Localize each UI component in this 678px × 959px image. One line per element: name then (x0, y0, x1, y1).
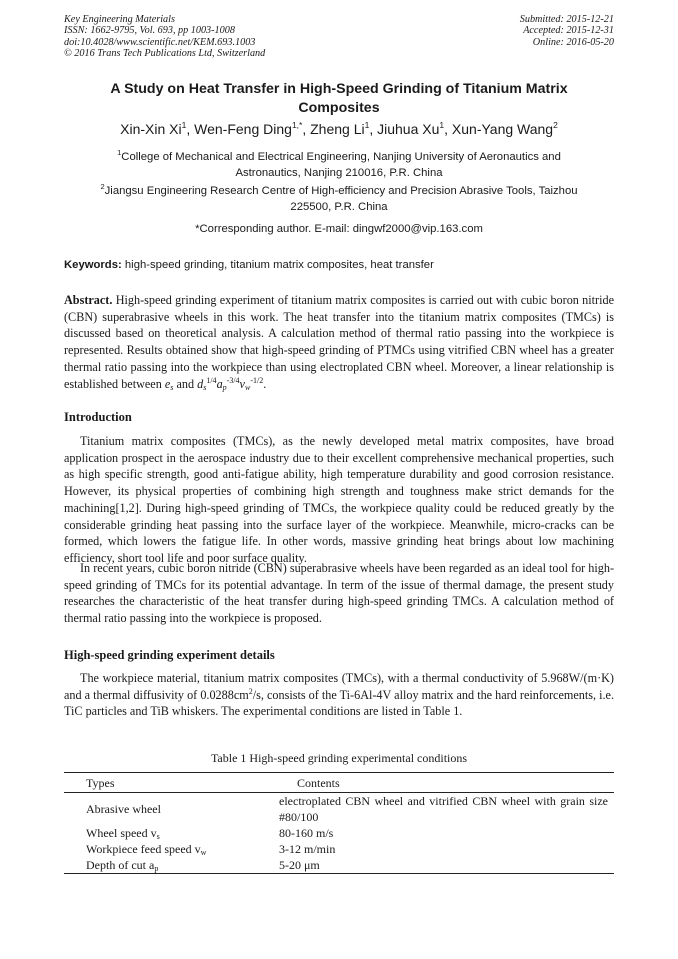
author: Xin-Xin Xi$^1$, (120, 120, 195, 137)
table-caption: Table 1 High-speed grinding experimental conditions (210, 751, 468, 765)
table-row (64, 857, 614, 874)
affiliation-2: $^2$Jiangsu Engineering Research Centre of High-efficiency and Precision Abrasive Tools, Taizhou 225500, P.R. China (100, 182, 578, 213)
copyright-line: © 2016 Trans Tech Publications Ltd, Switzerland (64, 48, 266, 60)
table-cell-type: Wheel speed $v_s$ (86, 826, 160, 841)
author: Xun-Yang Wang$^2$ (451, 120, 558, 137)
submitted-date: Submitted: 2015-12-21 (519, 14, 614, 25)
keywords (64, 257, 614, 273)
table-cell-type: Depth of cut $a_p$ (86, 858, 159, 873)
table-row (64, 825, 614, 841)
title-line-1: A Study on Heat Transfer in High-Speed Grinding of Titanium Matrix (110, 81, 568, 97)
table-cell-content: 5-20 μm (279, 858, 320, 872)
table-cell-content: 80-160 m/s (279, 826, 334, 840)
journal-name: Key Engineering Materials (64, 14, 175, 25)
table-row (64, 841, 614, 857)
issn-line: ISSN: 1662-9795, Vol. 693, pp 1003-1008 (64, 25, 235, 37)
table-cell-content: 3-12 m/min (279, 842, 336, 856)
introduction-paragraph-2: In recent years, cubic boron nitride (CBN) superabrasive wheels have been regarded as an ideal tool for high-speed grinding of TMCs for its potential advantage. In term of the issue of thermal damage, the present study researches the characteristic of the heat transfer during high-speed grinding TMCs. A calculation method of thermal ratio passing into the workpiece is proposed. (64, 561, 615, 626)
online-date: Online: 2016-05-20 (532, 36, 614, 48)
accepted-date: Accepted: 2015-12-31 (523, 25, 614, 37)
table-cell-content: electroplated CBN wheel and vitrified CBN wheel with grain size #80/100 (279, 794, 608, 824)
table-header-cell: Contents (297, 775, 340, 790)
corresponding-author: *Corresponding author. E-mail: dingwf2000@vip.163.com (195, 223, 483, 235)
experiment-paragraph-1: The workpiece material, titanium matrix composites (TMCs), with a thermal conductivity of 5.968W/(m·K) and a thermal diffusivity of $0.0288cm^2/s$, consists of the Ti-6Al-4V alloy matrix and the hard reinforcements, i.e. TiC particles and TiB whiskers. The experimental conditions are listed in Table 1. (64, 671, 614, 719)
section-heading-experiment: High-speed grinding experiment details (64, 648, 275, 662)
table-row (64, 793, 614, 826)
author: Wen-Feng Ding$^{1,*}$, (194, 120, 311, 137)
abstract-label: Abstract. (64, 293, 113, 307)
introduction-paragraph-1: Titanium matrix composites (TMCs), as the newly developed metal matrix composites, have broad application prospect in the aerospace industry due to their excellent comprehensive mechanical properties, such as high specific strength, good anti-fatigue ability, high temperature durability and good corrosion resistance. However, its physical properties of combining high strength and toughness make strict demands for the machining[1,2]. During high-speed grinding of TMCs, the workpiece quality could be reduced greatly by the considerable grinding heat passing into the surface layer of the workpiece. Meanwhile, micro-cracks can be formed, which lowers the fatigue life. In other words, massive grinding heat brings about low machining efficiency, short tool life and poor surface quality. (64, 434, 614, 565)
table-cell-type: Abrasive wheel (86, 802, 161, 816)
section-heading-introduction: Introduction (64, 410, 132, 424)
experimental-conditions-table (64, 772, 614, 874)
dates-header (520, 14, 614, 48)
journal-header (64, 14, 265, 60)
table-cell-type: Workpiece feed speed $v_w$ (86, 842, 207, 857)
abstract: Abstract. High-speed grinding experiment of titanium matrix composites is carried out with cubic boron nitride (CBN) superabrasive wheels in this work. The heat transfer into the titanium matrix composites (TMCs) is discussed based on theoretical analysis. A calculation method of thermal ratio passing into the workpiece is represented. Results obtained show that high-speed grinding of PTMCs using vitrified CBN wheel has a greater thermal ratio passing into the workpiece than using electroplated CBN wheel. Moreover, a linear relationship is established between $e_s$ and $d_s^{1/4}a_p^{-3/4}v_w^{-1/2}$. (64, 293, 614, 392)
author: Zheng Li$^1$, (310, 120, 378, 137)
author-list (40, 120, 638, 138)
table-header-row (64, 773, 614, 793)
author: Jiuhua Xu$^1$, (377, 120, 452, 137)
paper-title (64, 80, 614, 118)
title-line-2: Composites (298, 100, 380, 116)
keywords-text: high-speed grinding, titanium matrix composites, heat transfer (121, 259, 434, 271)
keywords-label: Keywords: (64, 259, 122, 271)
doi-line: doi:10.4028/www.scientific.net/KEM.693.1003 (64, 36, 256, 48)
affiliation-1: $^1$College of Mechanical and Electrical Engineering, Nanjing University of Aeronautics and Astronautics, Nanjing 210016, P.R. China (117, 148, 561, 179)
table-header-cell: Types (86, 775, 115, 790)
